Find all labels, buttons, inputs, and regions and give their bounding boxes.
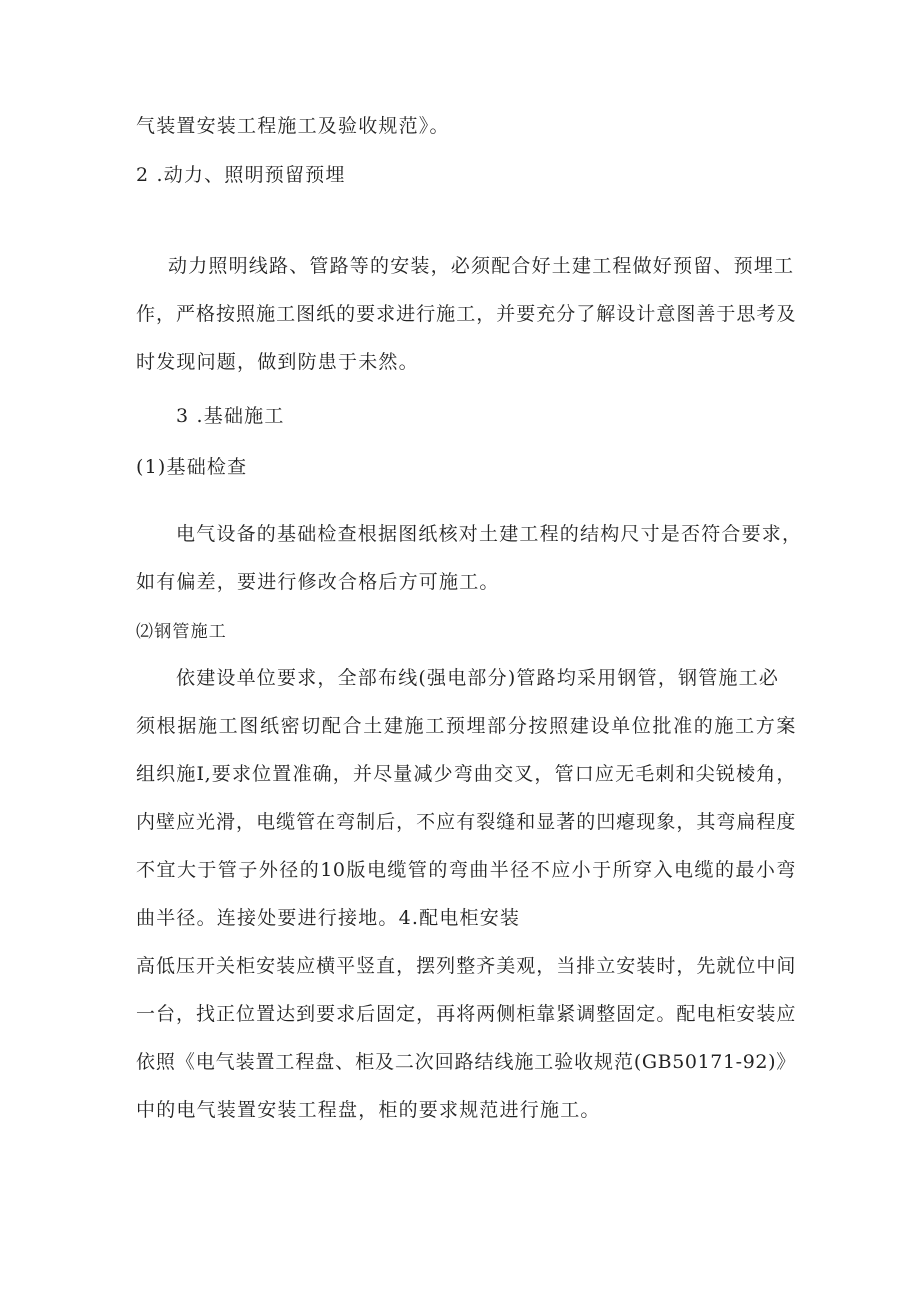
paragraph-line: 依照《电气装置工程盘、柜及二次回路结线施工验收规范(GB50171-92)》 — [136, 1051, 796, 1073]
paragraph-line: 一台，找正位置达到要求后固定，再将两侧柜靠紧调整固定。配电柜安装应 — [136, 1003, 796, 1025]
paragraph-line: 不宜大于管子外径的10版电缆管的弯曲半径不应小于所穿入电缆的最小弯 — [136, 859, 796, 881]
section-heading: 3 .基础施工 — [176, 405, 285, 427]
paragraph-line: 组织施I,要求位置准确，并尽量减少弯曲交叉，管口应无毛刺和尖锐棱角， — [136, 763, 796, 785]
paragraph-line: 依建设单位要求，全部布线(强电部分)管路均采用钢管，钢管施工必 — [176, 667, 780, 689]
paragraph-line: 电气设备的基础检查根据图纸核对土建工程的结构尺寸是否符合要求， — [176, 523, 803, 545]
paragraph-line: 高低压开关柜安装应横平竖直，摆列整齐美观，当排立安装时，先就位中间 — [136, 955, 796, 977]
paragraph-line: 内壁应光滑，电缆管在弯制后，不应有裂缝和显著的凹瘪现象，其弯扁程度 — [136, 811, 796, 833]
paragraph-line: 中的电气装置安装工程盘，柜的要求规范进行施工。 — [136, 1099, 601, 1121]
text-line: 气装置安装工程施工及验收规范》。 — [136, 115, 450, 137]
paragraph-line: 如有偏差，要进行修改合格后方可施工。 — [136, 571, 500, 593]
paragraph-line: 须根据施工图纸密切配合土建施工预埋部分按照建设单位批准的施工方案 — [136, 715, 796, 737]
section-heading: 2 .动力、照明预留预埋 — [136, 164, 346, 186]
paragraph-line: 作，严格按照施工图纸的要求进行施工，并要充分了解设计意图善于思考及 — [136, 303, 796, 325]
subsection-heading: (1)基础检查 — [136, 456, 248, 478]
paragraph-line: 动力照明线路、管路等的安装，必须配合好土建工程做好预留、预埋工 — [168, 255, 795, 277]
subsection-heading: ⑵钢管施工 — [136, 622, 227, 642]
paragraph-line: 曲半径。连接处要进行接地。4.配电柜安装 — [136, 907, 521, 929]
paragraph-line: 时发现问题，做到防患于未然。 — [136, 351, 419, 373]
